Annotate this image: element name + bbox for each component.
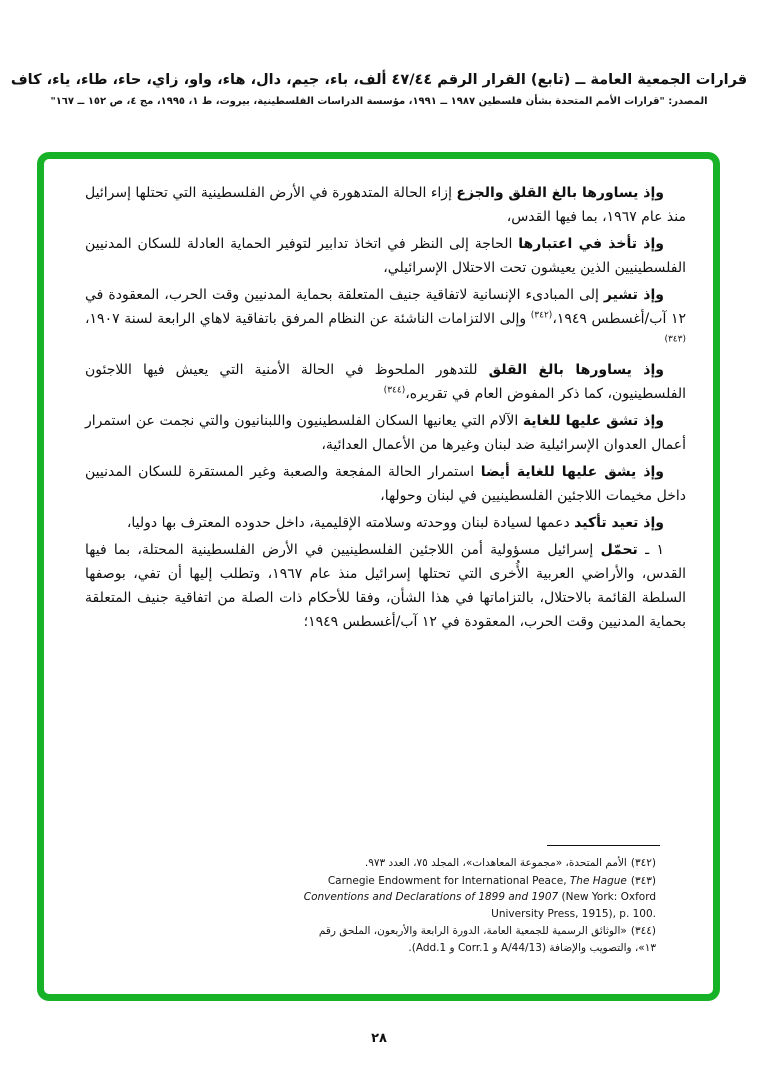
paragraph-text: إزاء الحالة المتدهورة في الأرض الفلسطينية التي تحتلها إسرائيل منذ عام ١٩٦٧، بما فيها القدس، xyxy=(85,185,686,225)
paragraph-text: إلى المبادىء الإنسانية لاتفاقية جنيف المتعلقة بحماية المدنيين وقت الحرب، المعقودة في ١٢ آب/أغسطس ١٩٤٩، xyxy=(85,287,686,327)
preambular-paragraph xyxy=(85,283,686,355)
paragraph-lead: وإذ يساورها بالغ القلق xyxy=(488,362,664,378)
footnote-ref-343: (٣٤٣) xyxy=(664,334,686,345)
preambular-paragraph xyxy=(85,460,686,508)
footnote-ref-344: (٣٤٤) xyxy=(383,385,406,396)
footnote-text: «الوثائق الرسمية للجمعية العامة، الدورة الرابعة والأربعون، الملحق رقم ١٣»، والتصويب والإضافة (A/44/13 و Corr.1 و Add.1). xyxy=(318,925,656,954)
paragraph-lead: وإذ يشق عليها للغاية أيضا xyxy=(480,464,664,480)
footnote-342 xyxy=(298,855,660,872)
footnote-book-title: The Hague Conventions and Declarations of 1899 and 1907 xyxy=(303,874,627,903)
paragraph-text: الآلام التي يعانيها السكان الفلسطينيون واللبنانيون والتي نجمت عن استمرار أعمال العدوان الإسرائيلية ضد لبنان وغيرها من الأعمال العدائية، xyxy=(85,413,686,453)
paragraph-text: استمرار الحالة المفجعة والصعبة وغير المستقرة للسكان المدنيين داخل مخيمات اللاجئين الفلسطينيين في لبنان وحولها، xyxy=(85,464,686,504)
document-title: قرارات الجمعية العامة ــ (تابع) القرار الرقم ٤٧/٤٤ ألف، باء، جيم، دال، هاء، واو، زاي، حاء، طاء، ياء، كاف xyxy=(10,72,748,88)
document-frame xyxy=(37,152,720,1001)
footnote-marker: (٣٤٢) xyxy=(630,857,656,869)
preambular-paragraph xyxy=(85,181,686,229)
footnote-343 xyxy=(298,873,660,923)
preambular-paragraph xyxy=(85,511,686,535)
paragraph-lead: تحمّل xyxy=(600,542,638,558)
paragraph-lead: وإذ تشق عليها للغاية xyxy=(522,413,664,429)
paragraph-text: دعمها لسيادة لبنان ووحدته وسلامته الإقليمية، داخل حدوده المعترف بها دوليا، xyxy=(126,515,575,531)
paragraph-number: ١ ـ xyxy=(637,542,664,558)
resolution-text-block xyxy=(85,181,686,637)
preambular-paragraph xyxy=(85,409,686,457)
footnote-text-english xyxy=(304,875,656,920)
footnote-text: Carnegie Endowment for International Peace, xyxy=(327,874,570,887)
preambular-paragraph xyxy=(85,358,686,406)
footnote-344 xyxy=(298,923,660,956)
paragraph-text: وإلى الالتزامات الناشئة عن النظام المرفق باتفاقية لاهاي الرابعة لسنة ١٩٠٧، xyxy=(85,311,531,327)
paragraph-lead: وإذ تشير xyxy=(603,287,664,303)
paragraph-lead: وإذ يساورها بالغ القلق والجزع xyxy=(456,185,664,201)
footnote-text: (New York: Oxford University Press, 1915), p. 100. xyxy=(491,891,656,920)
page-number: ٢٨ xyxy=(371,1031,387,1046)
paragraph-text: إسرائيل مسؤولية أمن اللاجئين الفلسطينيين في الأرض الفلسطينية المحتلة، بما فيها القدس، والأراضي العربية الأُخرى التي تحتلها إسرائيل منذ عام ١٩٦٧، وتطلب إليها أن تفي، بوصفها السلطة القائمة بالاحتلال، بالتزاماتها في هذا الشأن، وفقا للأحكام ذات الصلة من اتفاقية جنيف المتعلقة بحماية المدنيين وقت الحرب، المعقودة في ١٢ آب/أغسطس ١٩٤٩؛ xyxy=(85,542,687,630)
footnote-marker: (٣٤٤) xyxy=(630,925,656,937)
paragraph-lead: وإذ تعيد تأكيد xyxy=(574,515,664,531)
footnote-ref-342: (٣٤٢) xyxy=(530,310,553,321)
paragraph-text: الحاجة إلى النظر في اتخاذ تدابير لتوفير الحماية العادلة للسكان المدنيين الفلسطينيين الذين يعيشون تحت الاحتلال الإسرائيلي، xyxy=(85,236,686,276)
footnotes-section xyxy=(298,845,660,957)
operative-paragraph-1 xyxy=(85,538,686,634)
footnote-divider xyxy=(547,845,660,846)
paragraph-text: للتدهور الملحوظ في الحالة الأمنية التي يعيش فيها اللاجئون الفلسطينيون، كما ذكر المفوض العام في تقريره، xyxy=(85,362,686,402)
paragraph-lead: وإذ تأخذ في اعتبارها xyxy=(518,236,664,252)
preambular-paragraph xyxy=(85,232,686,280)
footnote-marker: (٣٤٣) xyxy=(630,874,656,887)
footnote-text: الأمم المتحدة، «مجموعة المعاهدات»، المجلد ٧٥، العدد ٩٧٣. xyxy=(364,857,627,869)
page-header xyxy=(0,72,758,107)
source-citation: المصدر: "قرارات الأمم المتحدة بشأن فلسطين ١٩٨٧ ــ ١٩٩١، مؤسسة الدراسات الفلسطينية، بيروت، ط ١، ١٩٩٥، مج ٤، ص ١٥٢ ــ ١٦٧" xyxy=(50,96,708,107)
